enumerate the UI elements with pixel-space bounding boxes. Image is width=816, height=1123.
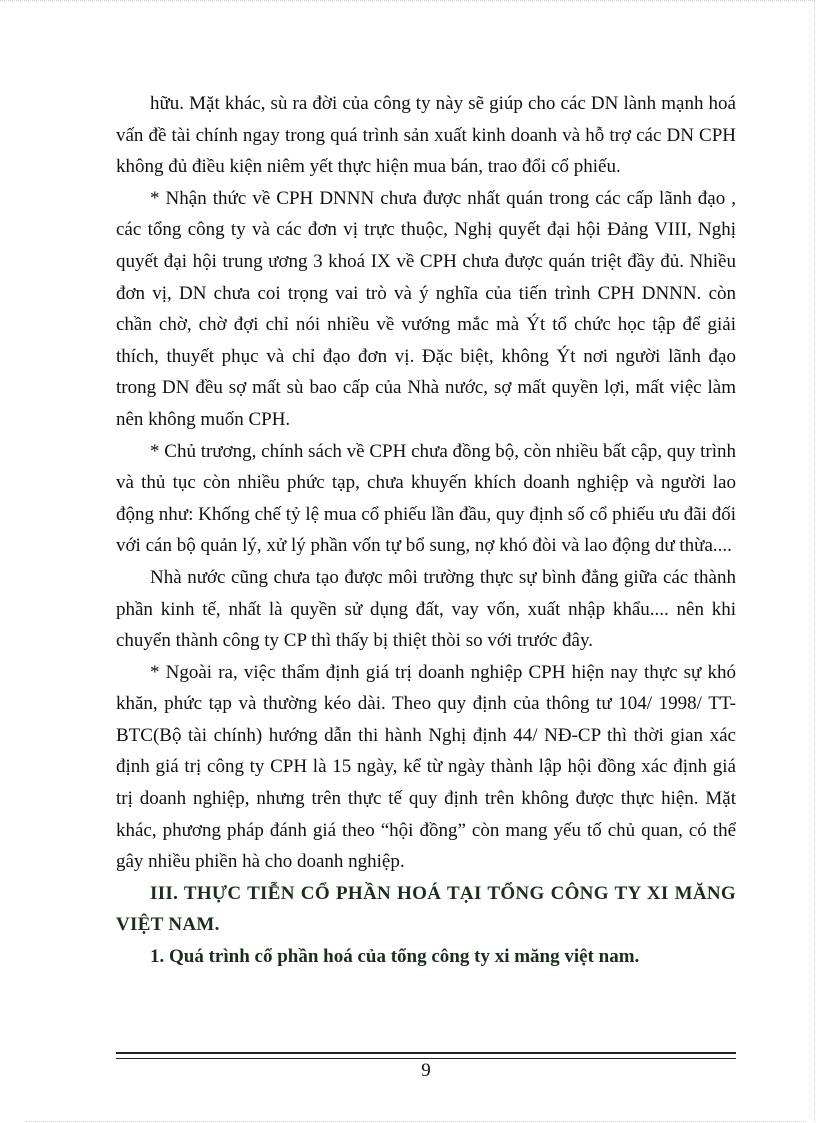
page-border-bottom bbox=[26, 1121, 806, 1122]
footer-rule bbox=[116, 1052, 736, 1059]
document-body bbox=[116, 88, 736, 973]
paragraph-4: Nhà nước cũng chưa tạo được môi trường thực sự bình đẳng giữa các thành phần kinh tế, nhất là quyền sử dụng đất, vay vốn, xuất nhập khẩu.... nên khi chuyển thành công ty CP thì thấy bị thiệt thòi so với trước đây. bbox=[116, 566, 736, 652]
paragraph-2: * Nhận thức về CPH DNNN chưa được nhất quán trong các cấp lãnh đạo , các tổng công ty và các đơn vị trực thuộc, Nghị quyết đại hội Đảng VIII, Nghị quyết đại hội trung ương 3 khoá IX về CPH chưa được quán triệt đầy đủ. Nhiều đơn vị, DN chưa coi trọng vai trò và ý nghĩa của tiến trình CPH DNNN. còn chần chờ, chờ đợi chỉ nói nhiều về vướng mắc mà Ýt tổ chức học tập để giải thích, thuyết phục và chỉ đạo đơn vị. Đặc biệt, không Ýt nơi người lãnh đạo trong DN đều sợ mất sù bao cấp của Nhà nước, sợ mất quyền lợi, mất việc làm nên không muốn CPH. bbox=[116, 187, 736, 430]
section-heading: III. THỰC TIỄN CỔ PHẦN HOÁ TẠI TỔNG CÔNG TY XI MĂNG VIỆT NAM. bbox=[116, 882, 736, 936]
paragraph-5: * Ngoài ra, việc thẩm định giá trị doanh nghiệp CPH hiện nay thực sự khó khăn, phức tạp và thường kéo dài. Theo quy định của thông tư 104/ 1998/ TT-BTC(Bộ tài chính) hướng dẫn thi hành Nghị định 44/ NĐ-CP thì thời gian xác định giá trị công ty CPH là 15 ngày, kể từ ngày thành lập hội đồng xác định giá trị doanh nghiệp, nhưng trên thực tế quy định trên không được thực hiện. Mặt khác, phương pháp đánh giá theo “hội đồng” còn mang yếu tố chủ quan, có thể gây nhiều phiền hà cho doanh nghiệp. bbox=[116, 661, 736, 873]
paragraph-1: hữu. Mặt khác, sù ra đời của công ty này sẽ giúp cho các DN lành mạnh hoá vấn đề tài chính ngay trong quá trình sản xuất kinh doanh và hỗ trợ các DN CPH không đủ điều kiện niêm yết thực hiện mua bán, trao đổi cổ phiếu. bbox=[116, 93, 736, 178]
subsection-heading: 1. Quá trình cổ phần hoá của tổng công ty xi măng việt nam. bbox=[150, 946, 640, 968]
page-number: 9 bbox=[421, 1060, 431, 1081]
paragraph-3: * Chủ trương, chính sách về CPH chưa đồng bộ, còn nhiều bất cập, quy trình và thủ tục còn nhiều phức tạp, chưa khuyến khích doanh nghiệp và người lao động như: Khống chế tỷ lệ mua cổ phiếu lần đầu, quy định số cổ phiếu ưu đãi đối với cán bộ quản lý, xử lý phần vốn tự bổ sung, nợ khó đòi và lao động dư thừa.... bbox=[116, 440, 736, 557]
